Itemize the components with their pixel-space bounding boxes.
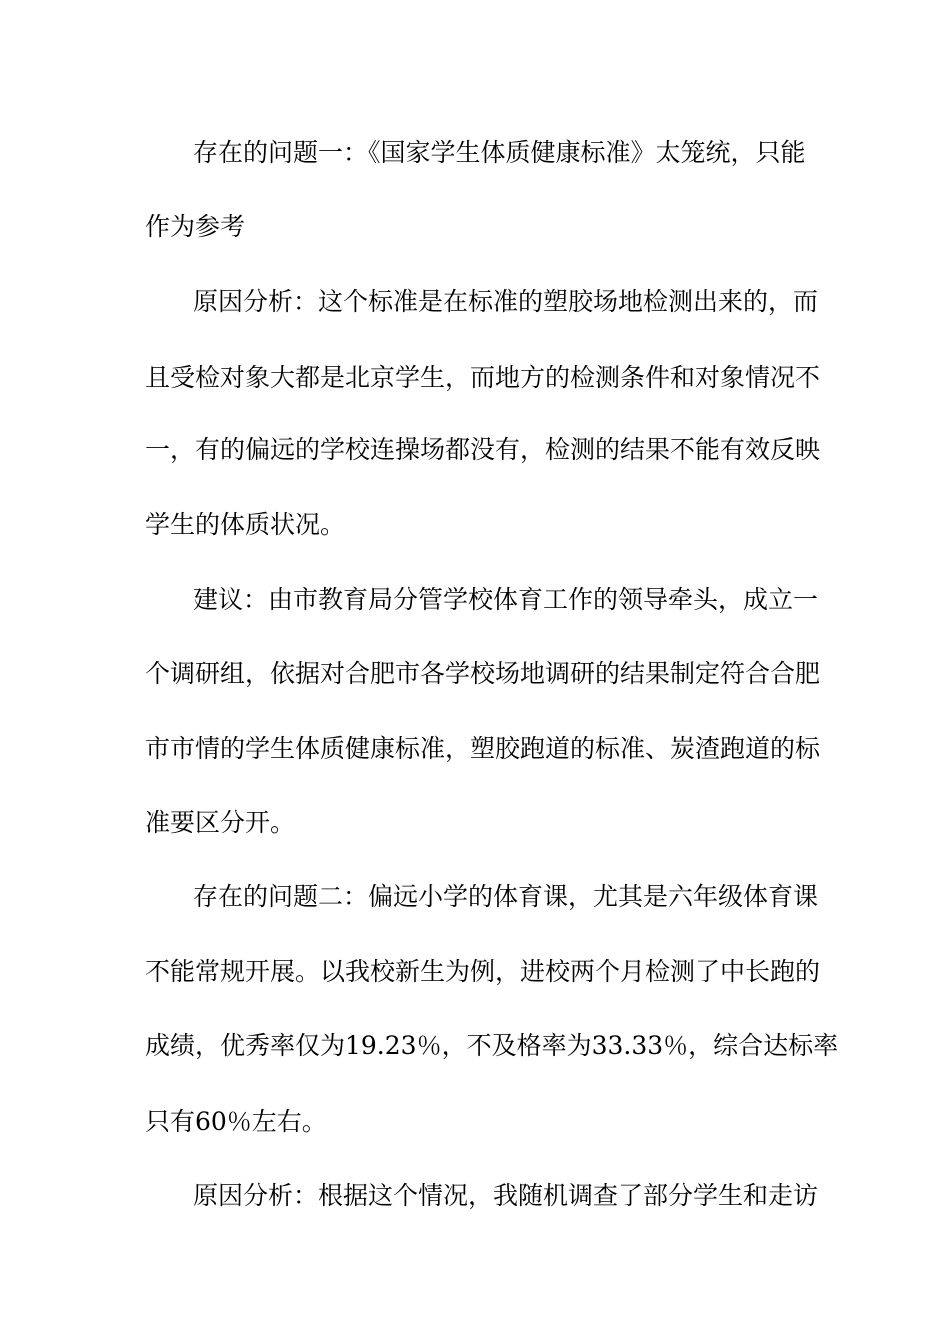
text-line: 市市情的学生体质健康标准，塑胶跑道的标准、炭渣跑道的标 <box>145 734 821 763</box>
text-line: 只有60％左右。 <box>145 1107 327 1136</box>
text-line: 且受检对象大都是北京学生，而地方的检测条件和对象情况不 <box>145 363 821 392</box>
text-line: 准要区分开。 <box>145 808 296 837</box>
text-line: 作为参考 <box>145 212 246 241</box>
text-line: 不能常规开展。以我校新生为例，进校两个月检测了中长跑的 <box>145 957 821 986</box>
text-line: 原因分析：根据这个情况，我随机调查了部分学生和走访 <box>193 1181 819 1210</box>
text-line: 存在的问题二：偏远小学的体育课，尤其是六年级体育课 <box>193 882 819 911</box>
text-line: 个调研组，依据对合肥市各学校场地调研的结果制定符合合肥 <box>145 659 821 688</box>
text-line: 存在的问题一：《国家学生体质健康标准》太笼统，只能 <box>193 138 806 167</box>
text-line: 学生的体质状况。 <box>145 510 346 539</box>
text-line: 建议：由市教育局分管学校体育工作的领导牵头，成立一 <box>193 585 819 614</box>
text-line: 原因分析：这个标准是在标准的塑胶场地检测出来的，而 <box>193 287 819 316</box>
text-line: 成绩，优秀率仅为19.23％，不及格率为33.33％，综合达标率 <box>145 1031 839 1060</box>
text-line: 一，有的偏远的学校连操场都没有，检测的结果不能有效反映 <box>145 435 821 464</box>
